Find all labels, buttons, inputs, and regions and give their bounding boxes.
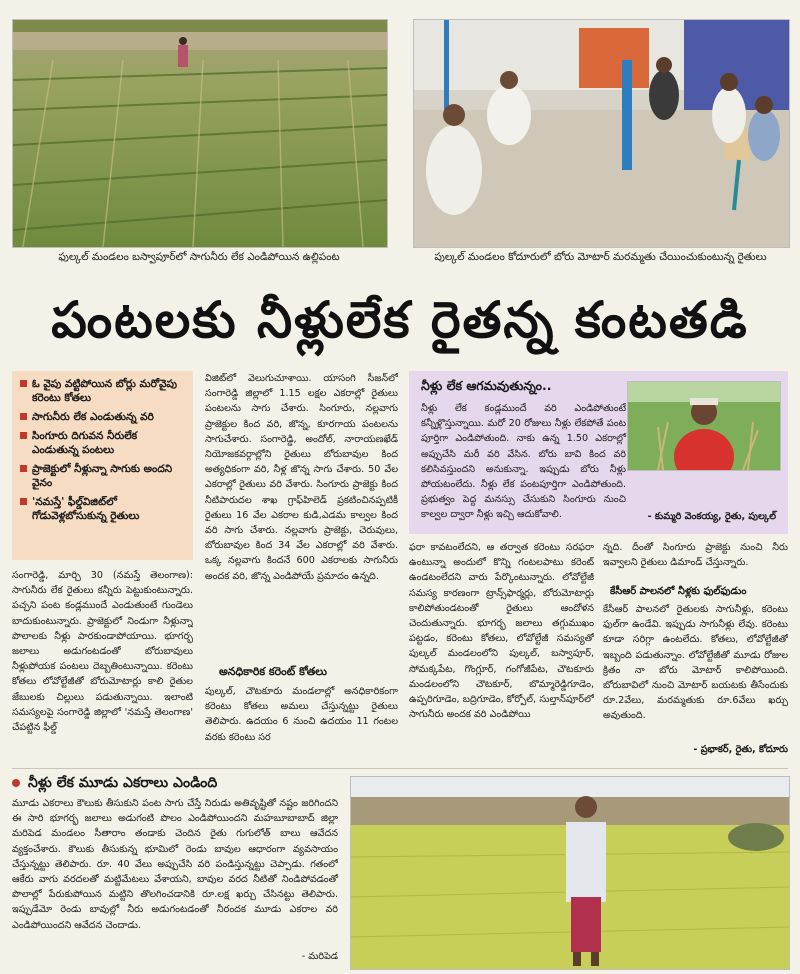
- highlight-item: 'నమస్తే' ఫీల్డ్‌విజిట్‌లో గోడువెళ్లబోసుకున్న రైతులు: [20, 495, 187, 523]
- farmer-quote-box: [409, 371, 788, 534]
- motor-repair-photo: [413, 19, 790, 248]
- article-column-1: [12, 568, 193, 766]
- subheading-power-cuts: అనధికారిక కరెంట్ కోతలు: [219, 665, 327, 678]
- onion-field-photo: [12, 19, 388, 248]
- dry-field-farmer-photo: [350, 776, 790, 970]
- article-text: కేసీఆర్ పాలనలో రైతులకు సాగునీళ్లు, కరెంటు ఫుల్‌గా ఉండేవి. ఇప్పుడు సాగునీళ్లు లేవు. కరెంటు కూడా సరిగ్గా ఉంటలేదు. కోతలు, లోవోల్టేజీతో ఇబ్బంది పడుతున్నాం. లోవోల్టేజీతో మూడు రోజుల క్రితం నా బోరు మోటార్ కాలిపోయింది. బోరుబావిలో నుంచి మోటార్ బయటకు తీసేందుకు రూ.2వేలు, మరమ్మతుకు రూ.6వేలు ఖర్చు అవుతుంది.: [603, 604, 788, 722]
- quote-title: నీళ్లు లేక ఆగమవుతున్నం..: [421, 378, 552, 393]
- article-text: విజిట్‌లో వెలుగుచూశాయి. యాసంగి సీజన్‌లో సంగారెడ్డి జిల్లాలో 1.15 లక్షల ఎకరాల్లో రైతులు పంటలను సాగు చేశారు. సింగూరు, నల్లవాగు ప్రాజెక్టుల కింద వరి, జొన్న, కూరగాయ పంటలను సాగుచేశారు. సంగారెడ్డి, అందోల్, నారాయణఖేడ్ నియోజకవర్గాల్లోని రైతులు బోరుబావుల కింద అత్యధికంగా వరి, నీళ్ల జొన్న సాగు చేశారు. 50 వేల ఎకరాల్లో రైతులు వరి వేశారు. సింగూరు ప్రాజెక్టు కింద నీటిపారుదల శాఖ గ్రాఫ్‌హిలెడ్ ప్రకటించినప్పటికీ రైతులు 16 వేల ఎకరాల కుడి,ఎడమ కాల్వల కింద వరి సాగు చేశారు. నల్లవాగు ప్రాజెక్టు, చెరువులు, బోరుబావుల కింద 34 వేల ఎకరాల్లో వరి వేశారు. ఒక్క నల్లవాగు కిందనే 600 ఎకరాలకు సాగునీరు అందక వరి, జొన్న ఎండిపోయే ప్రమాదం ఉన్నది.: [205, 373, 398, 582]
- column-4-signature: - ప్రభాకర్, రైతు, కోదూరు: [693, 744, 788, 755]
- article-text: న్నది. దీంతో సింగూరు ప్రాజెక్టు నుంచి నీరు ఇవ్వాలని రైతులు డిమాండ్ చేస్తున్నారు.: [603, 542, 788, 569]
- highlight-item: సాగునీరు లేక ఎండుతున్న వరి: [20, 410, 187, 424]
- top-right-photo-caption: పుల్కల్ మండలం కోదూరులో బోరు మోటార్ మరమ్మతు చేయించుకుంటున్న రైతులు: [434, 251, 767, 263]
- bullet-icon: [20, 432, 27, 439]
- bottom-heading: నీళ్లు లేక మూడు ఎకరాలు ఎండింది: [12, 773, 217, 793]
- bullet-icon: [20, 465, 27, 472]
- headline: పంటలకు నీళ్లులేక రైతన్న కంటతడి: [51, 291, 749, 349]
- bullet-icon: [12, 779, 20, 787]
- article-column-2-cont: [205, 684, 398, 766]
- highlights-box: [12, 371, 193, 560]
- article-text: సంగారెడ్డి, మార్చి 30 (నమస్తే తెలంగాణ): సాగునీరు లేక రైతులు కన్నీరు పెట్టుకుంటున్నారు. పచ్చని పంట కండ్లముందే ఎండుతుంటే గుండెలు బాదుకుంటున్నారు. ప్రాజెక్టులో నిండుగా నీళ్లున్నా పొలాలకు నీళ్లు పారకుండాపోయాయి. భూగర్భ జలాలు అడుగంటడంతో బోరుబావులు నీళ్లుపోయక పంటలు దెబ్బతింటున్నాయి. కరెంటు కోతలు లోవోల్టేజీతో బోరుమోటార్లు కాలి రైతుల జేబులకు చిల్లులు పడుతున్నాయి. ఇలాంటి సమస్యలపై సంగారెడ్డి జిల్లాలో 'నమస్తే తెలంగాణ' చేపట్టిన ఫీల్డ్: [12, 570, 193, 734]
- article-column-3: [409, 540, 594, 766]
- top-left-photo-caption: ఫుల్కల్ మండలం బస్వాపూర్‌లో సాగునీరు లేక ఎండిపోయిన ఉల్లిపంట: [58, 251, 340, 263]
- article-column-4: [603, 540, 788, 584]
- bullet-icon: [20, 413, 27, 420]
- highlight-item: ప్రాజెక్టులో నీళ్లున్నా సాగుకు అందని వైనం: [20, 462, 187, 490]
- article-text: మూడు ఎకరాలు కౌలుకు తీసుకుని పంట సాగు చేస్తే నిరుడు అతివృష్టితో నష్టం జరిగిందని ఈ సారి భూగర్భ జలాలు అడుగంటి పొలం ఎండిపోయిందని మహబూబాబాద్ జిల్లా మరిపెడ మండలం సీతారాం తండాకు చెందిన రైతు గుగులోత్ బాలు ఆవేదన వ్యక్తంచేశారు. కౌలుకు తీసుకున్న భూమిలో రెండు బావుల ఆధారంగా వ్యవసాయం చేస్తున్నట్టు తెలిపారు. రూ. 40 వేలు అప్పుచేసి వరి పండిస్తున్నట్టు చెప్పాడు. గతంలో ఆకేరు వాగు వరదలతో మట్టిమేటలు వేశాయని, బావుల వరద నీటితో నిండిపోవడంతో పొలాల్లో పేరుకుపోయిన మట్టిని తొలగించడానికి రూ.లక్ష ఖర్చు చేసినట్టు తెలిపారు. ఇప్పుడేమో రెండు బావుల్లో నీరు అడుగంటడంతో నీరందక మూడు ఎకరాల వరి ఎండిపోయిందని ఆవేదన చెందాడు.: [12, 798, 338, 931]
- highlight-item: సింగూరు దిగువన నీరులేక ఎండుతున్న పంటలు: [20, 429, 187, 457]
- farmer-portrait-photo: [627, 381, 781, 471]
- bottom-article: [12, 796, 338, 964]
- article-text: ఫరా కావటంలేదని, ఆ తర్వాత కరెంటు సరఫరా ఉంటున్నా అందులో కొన్ని గంటలపాటు కరెంట్ ఉండటంలేదని వారు పేర్కొంటున్నారు. లోవోల్టేజీ సమస్య కారణంగా ట్రాన్స్‌ఫార్మర్లు, బోరుమోటార్లు కాలిపోతుండటంతో రైతులు ఆందోళన చెందుతున్నారు. భూగర్భ జలాలు తగ్గుముఖం పట్టడం, కరెంటు కోతలు, లోవోల్టేజీ సమస్యతో పుల్కల్ మండలంలోని పుల్కల్, బస్వాపూర్, సోమక్కపేట, గొంగ్లూర్, గంగోజీపేట, చౌటకూరు మండలంలోని చౌటకూర్, బొమ్మారెడ్డిగూడెం, ఉప్పరిగూడెం, బద్రిగూడెం, కోర్పోల్, సుల్తాన్‌పూర్‌లో సాగునీరు అందక వరి ఎండిపోయి: [409, 542, 594, 721]
- article-text: పుల్కల్, చౌటకూరు మండలాల్లో అనధికారికంగా కరెంటు కోతలు అమలు చేస్తున్నట్టు రైతులు తెలిపారు. ఉదయం 6 నుంచి ఉదయం 11 గంటల వరకు కరెంటు సర: [205, 686, 398, 743]
- quote-signature: - కుమ్మరి వెంకయ్య, రైతు, పుల్కల్: [647, 511, 776, 522]
- article-column-4-cont: [603, 602, 788, 742]
- quote-body: నీళ్లు లేక కండ్లముందే వరి ఎండిపోతుంటే కన్నీళ్లొస్తున్నాయి. మరో 20 రోజులు నీళ్లు లేకపోతే పంట పూర్తిగా ఎండిపోతుంది. నాకు ఉన్న 1.50 ఎకరాల్లో అప్పుచేసి మరీ వరి వేసిన. బోరు బావి కింద వరి కలిసివస్తుందని అనుకున్నా. ఇప్పుడు బోరు నీళ్లు పోయటంలేదు. నీళ్లు లేక పంటపూర్తిగా ఎండిపోతుంది. ప్రభుత్వం పెద్ద మనస్సు చేసుకుని సింగూరు నుంచి కాల్వల ద్వారా నీళ్లు ఇచ్చి ఆదుకోవాలి.: [421, 403, 626, 521]
- article-column-2: [205, 371, 398, 657]
- bullet-icon: [20, 380, 27, 387]
- highlight-item: ఓ వైపు వట్టిపోయిన బోర్లు మరోవైపు కరెంటు కోతలు: [20, 377, 187, 405]
- subheading-kcr-rule: కేసీఆర్ పాలనలో నీళ్లకు ఫుల్‌ఫుడుం: [610, 586, 747, 597]
- section-divider: [12, 768, 788, 769]
- bullet-icon: [20, 498, 27, 505]
- bottom-signature: - మరిపెడ: [301, 951, 338, 962]
